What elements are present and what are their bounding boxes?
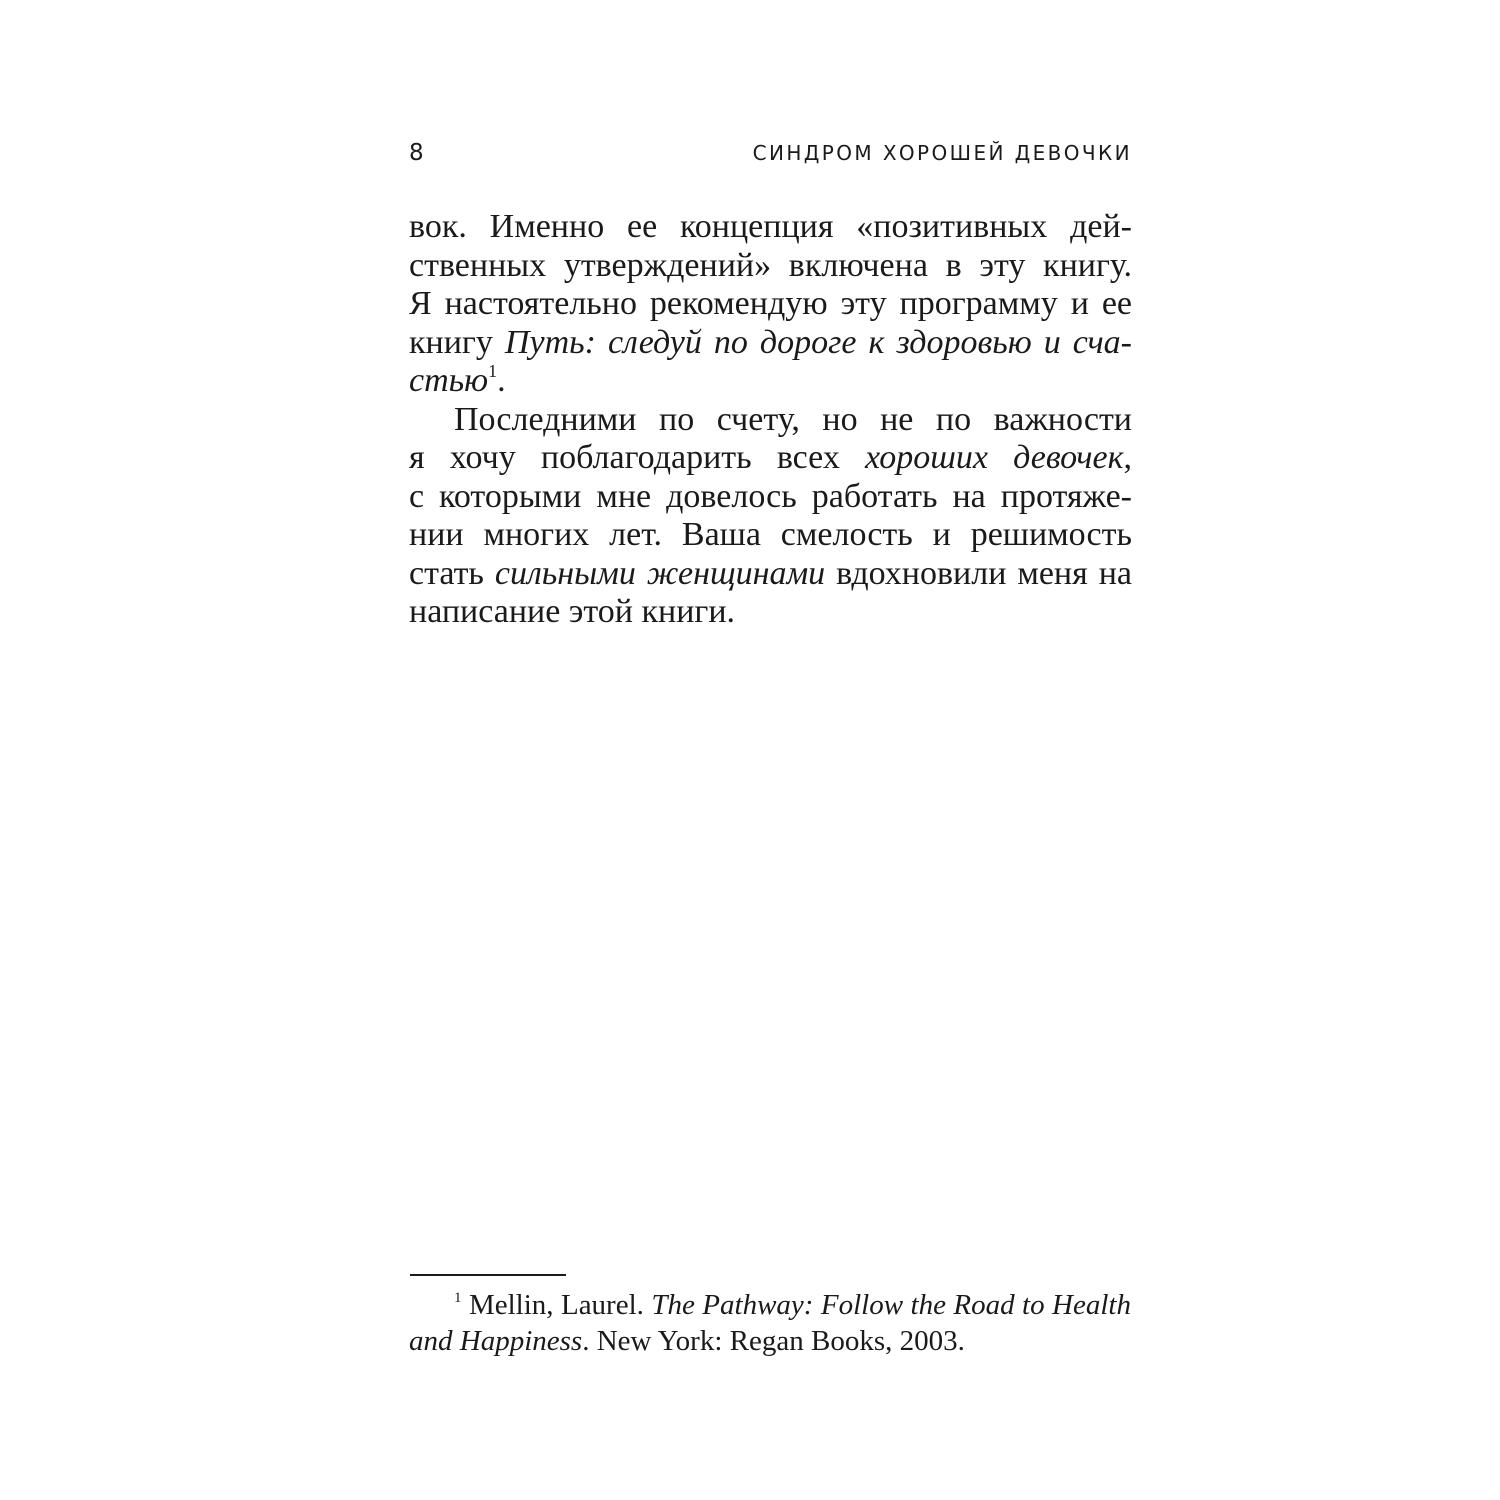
footnote-mark: 1 (454, 1290, 462, 1306)
footnote (409, 1287, 1131, 1359)
paragraph-1-line-3: Я настоятельно рекомендую эту программу и ее (409, 285, 1132, 322)
footnote-reference: 1 (488, 361, 498, 381)
paragraph-1-line-5: стью$^1$. (409, 361, 506, 399)
footnote-book-title: The Pathway: Follow the Road to Health (651, 1289, 1131, 1321)
paragraph-1-line-2: ственных утверждений» включена в эту книгу. (409, 246, 1132, 284)
emphasis-good-girls: хороших девочек (864, 439, 1124, 476)
paragraph-2-line-6: написание этой книги. (409, 593, 736, 630)
book-title-ru-end: стью (409, 362, 489, 399)
emphasis-strong-women: сильными женщинами (494, 554, 826, 592)
page-number: 8 (409, 140, 424, 166)
paragraph-2-line-2: я хочу поблагодарить всех хороших девочек, (409, 439, 1132, 476)
running-head: СИНДРОМ ХОРОШЕЙ ДЕВОЧКИ (752, 141, 1132, 165)
paragraph-2-line-3: с которыми мне довелось работать на протяже- (409, 477, 1132, 515)
paragraph-2-line-5: стать сильными женщинами вдохновили меня на (409, 554, 1132, 592)
footnote-book-title-end: and Happiness (409, 1325, 583, 1357)
footnote-line-1: $^1$ Mellin, Laurel. The Pathway: Follow the Road to Health (454, 1289, 1131, 1321)
paragraph-1-line-4: книгу Путь: следуй по дороге к здоровью и сча- (409, 323, 1132, 361)
book-title-ru: Путь: следуй по дороге к здоровью и сча- (504, 323, 1132, 361)
paragraph-1-line-1: вок. Именно ее концепция «позитивных дей- (409, 208, 1132, 245)
footnote-divider (410, 1274, 566, 1276)
body-text (409, 208, 1132, 632)
paragraph-2-line-1: Последними по счету, но не по важности (454, 400, 1132, 438)
paragraph-2-line-4: нии многих лет. Ваша смелость и решимость (409, 516, 1132, 553)
footnote-line-2: and Happiness. New York: Regan Books, 2003. (409, 1325, 965, 1357)
